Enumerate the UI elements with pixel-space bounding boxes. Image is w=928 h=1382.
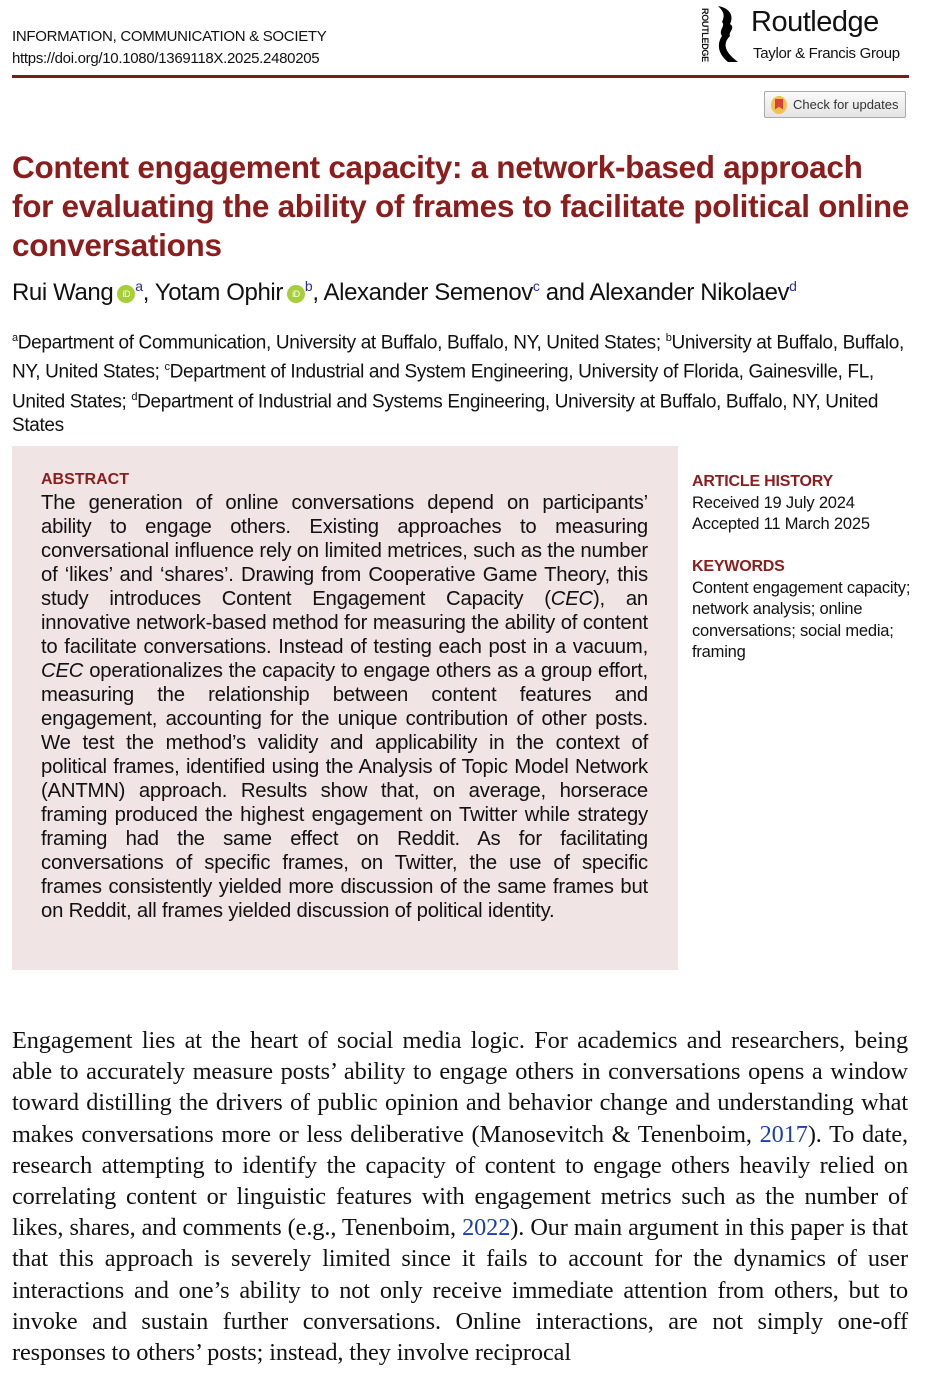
- affiliation: Department of Industrial and System Engineering, University of Florida, Gainesville, FL, United States;: [12, 361, 874, 412]
- citation-link[interactable]: 2017: [759, 1120, 808, 1148]
- crossmark-icon: [771, 96, 787, 114]
- author-name[interactable]: Alexander Semenov: [323, 279, 533, 306]
- affiliations: [12, 326, 912, 438]
- author-name[interactable]: Alexander Nikolaev: [589, 279, 790, 306]
- abstract-text: [41, 491, 648, 923]
- author-name[interactable]: Rui Wang: [12, 279, 114, 306]
- publisher-name: Routledge: [751, 6, 879, 38]
- body-paragraph: [12, 1025, 908, 1368]
- check-for-updates-label: Check for updates: [793, 97, 899, 112]
- abstract-heading: ABSTRACT: [41, 471, 129, 488]
- separator: ,: [312, 279, 324, 306]
- separator: ,: [142, 279, 155, 306]
- journal-header: [12, 26, 326, 70]
- publisher-vertical-text: ROUTLEDGE: [700, 8, 710, 62]
- affil-sup: c: [164, 361, 170, 374]
- author-name[interactable]: Yotam Ophir: [154, 279, 283, 306]
- header-divider: [12, 75, 909, 78]
- abstract-segment: operationalizes the capacity to engage others as a group effort, measuring the relationship between content features and engagement, accounting for the unique contribution of other posts. We test the method’s validity and applicability in the context of political frames, identified using the Analysis of Topic Model Network (ANTMN) approach. Results show that, on average, horserace framing produced the highest engagement on Twitter while strategy framing had the same effect on Reddit. As for facilitating conversations of specific frames, on Twitter, the use of specific frames consistently yielded more discussion of the same frames but on Reddit, all frames yielded discussion of political identity.: [41, 660, 648, 922]
- citation-link[interactable]: 2022: [462, 1214, 511, 1242]
- affil-sup: a: [12, 332, 18, 344]
- author-affil-sup: b: [304, 278, 313, 294]
- affiliation: Department of Industrial and Systems Engineering, University at Buffalo, Buffalo, NY, United States: [12, 390, 879, 436]
- publisher-logo: [700, 4, 910, 64]
- journal-name: INFORMATION, COMMUNICATION & SOCIETY: [12, 28, 327, 45]
- orcid-icon[interactable]: iD: [287, 285, 305, 303]
- author-affil-sup: a: [135, 278, 143, 294]
- abstract-term: CEC: [550, 588, 593, 610]
- separator: and: [539, 279, 590, 306]
- check-for-updates-button[interactable]: [764, 91, 906, 118]
- keywords-list: Content engagement capacity; network analysis; online conversations; social media; framing: [692, 578, 911, 661]
- article-history: [692, 471, 912, 536]
- author-affil-sup: c: [532, 278, 540, 294]
- doi-link[interactable]: https://doi.org/10.1080/1369118X.2025.2480205: [12, 50, 320, 67]
- keywords-heading: KEYWORDS: [692, 558, 785, 575]
- affil-sup: b: [665, 332, 672, 344]
- article-history-heading: ARTICLE HISTORY: [692, 473, 834, 490]
- routledge-head-icon: [714, 6, 738, 62]
- abstract-term: CEC: [41, 660, 84, 682]
- author-list: [12, 278, 797, 307]
- affil-sup: d: [131, 390, 138, 403]
- publisher-group: Taylor & Francis Group: [753, 45, 900, 62]
- body-text: Engagement lies at the heart of social media logic. For academics and researchers, being able to accurately measure posts’ ability to engage others in conversations opens a window toward distilling the drivers of public opinion and behavior change and understanding what makes conversations more or less deliberative (Manosevitch & Tenenboim,: [12, 1027, 908, 1148]
- orcid-icon[interactable]: iD: [117, 285, 135, 303]
- body-text: ). Our main argument in this paper is that that this approach is severely limited since it fails to account for the dynamics of user interactions and one’s ability to not only receive immediate attention from others, but to invoke and sustain further conversations. Online interactions, are not simply one-off responses to others’ posts; instead, they involve reciprocal: [12, 1214, 908, 1367]
- body-text: ). To date, research attempting to identify the capacity of content to engage others heavily relied on correlating content or linguistic features with engagement metrics such as the number of likes, shares, and comments (e.g., Tenenboim,: [12, 1120, 908, 1242]
- abstract-segment: ), an innovative network-based method for measuring the ability of content to facilitate conversations. Instead of testing each post in a vacuum,: [41, 588, 648, 658]
- accepted-date: Accepted 11 March 2025: [692, 515, 870, 533]
- affiliation: Department of Communication, University at Buffalo, Buffalo, NY, United States;: [17, 332, 666, 354]
- article-title: Content engagement capacity: a network-based approach for evaluating the ability of frames to facilitate political online conversations: [12, 149, 910, 263]
- affiliation: University at Buffalo, Buffalo, NY, United States;: [12, 332, 904, 383]
- received-date: Received 19 July 2024: [692, 493, 855, 512]
- author-affil-sup: d: [789, 278, 797, 294]
- keywords: [692, 556, 912, 664]
- abstract-segment: The generation of online conversations depend on participants’ ability to engage others. Existing approaches to measuring conversational influence rely on limited metrices, such as the number of ‘likes’ and ‘shares’. Drawing from Cooperative Game Theory, this study introduces Content Engagement Capacity (: [41, 492, 648, 610]
